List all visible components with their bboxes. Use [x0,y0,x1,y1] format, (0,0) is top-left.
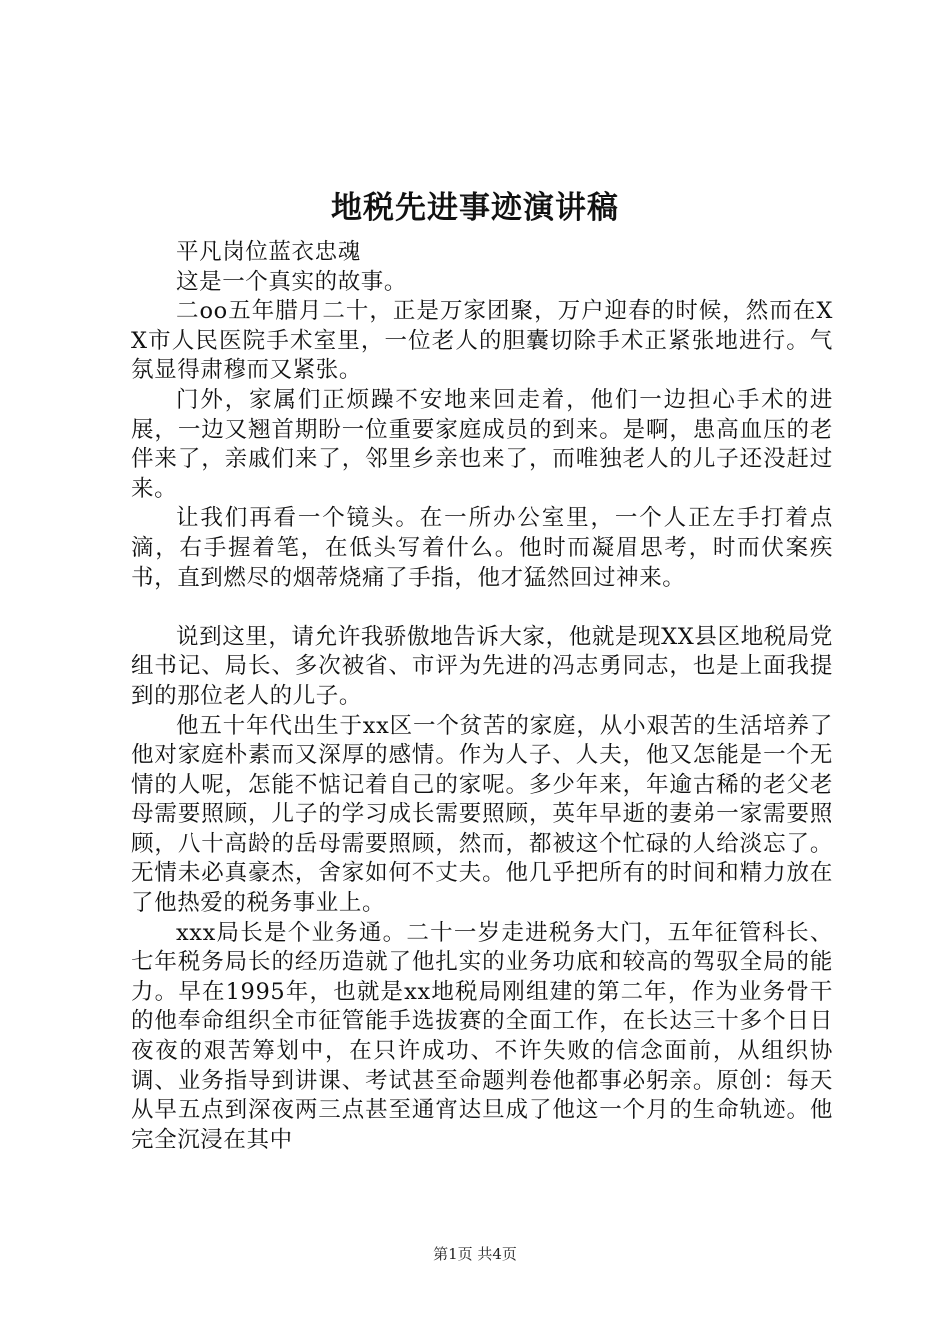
paragraph: 他五十年代出生于xx区一个贫苦的家庭，从小艰苦的生活培养了他对家庭朴素而又深厚的感情。作为人子、人夫，他又怎能是一个无情的人呢，怎能不惦记着自己的家呢。多少年来，年逾古稀的老父老母需要照顾，儿子的学习成长需要照顾，英年早逝的妻弟一家需要照顾，八十高龄的岳母需要照顾，然而，都被这个忙碌的人给淡忘了。无情未必真豪杰，舍家如何不丈夫。他几乎把所有的时间和精力放在了他热爱的税务事业上。 [131,712,833,917]
paragraph: xxx局长是个业务通。二十一岁走进税务大门，五年征管科长、七年税务局长的经历造就了他扎实的业务功底和较高的驾驭全局的能力。早在1995年，也就是xx地税局刚组建的第二年，作为业务骨干的他奉命组织全市征管能手选拔赛的全面工作，在长达三十多个日日夜夜的艰苦筹划中，在只许成功、不许失败的信念面前，从组织协调、业务指导到讲课、考试甚至命题判卷他都事必躬亲。原创：每天从早五点到深夜两三点甚至通宵达旦成了他这一个月的生命轨迹。他完全沉浸在其中 [131,919,833,1153]
paragraph: 二oo五年腊月二十，正是万家团聚，万户迎春的时候，然而在XX市人民医院手术室里，一位老人的胆囊切除手术正紧张地进行。气氛显得肃穆而又紧张。 [131,298,833,384]
paragraph: 说到这里，请允许我骄傲地告诉大家，他就是现XX县区地税局党组书记、局长、多次被省、市评为先进的冯志勇同志，也是上面我提到的那位老人的儿子。 [131,623,833,709]
page-footer: 第1页 共4页 [433,1245,517,1263]
document-title: 地税先进事迹演讲稿 [331,190,619,226]
document-body [131,238,833,1155]
paragraph: 让我们再看一个镜头。在一所办公室里，一个人正左手打着点滴，右手握着笔，在低头写着什么。他时而凝眉思考，时而伏案疾书，直到燃尽的烟蒂烧痛了手指，他才猛然回过神来。 [131,505,833,591]
paragraph: 这是一个真实的故事。 [176,268,408,295]
paragraph: 门外，家属们正烦躁不安地来回走着，他们一边担心手术的进展，一边又翘首期盼一位重要家庭成员的到来。是啊，患高血压的老伴来了，亲戚们来了，邻里乡亲也来了，而唯独老人的儿子还没赶过来。 [131,386,833,502]
paragraph-subtitle: 平凡岗位蓝衣忠魂 [176,239,361,265]
